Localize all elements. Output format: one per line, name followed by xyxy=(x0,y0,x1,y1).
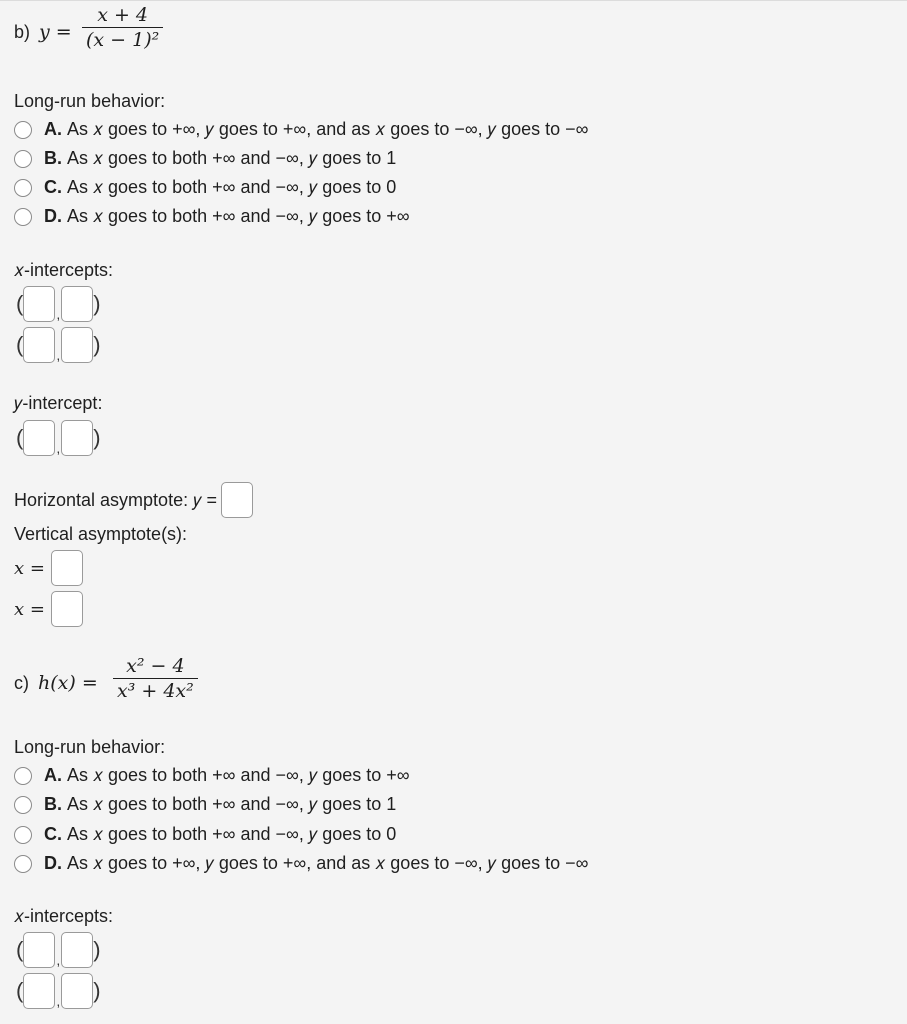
answer-box[interactable] xyxy=(23,420,55,456)
part-c-option-c[interactable]: C. As 𝑥 goes to both +∞ and −∞, 𝑦 goes to 0 xyxy=(14,824,396,845)
radio-button[interactable] xyxy=(14,796,32,814)
part-c-fraction xyxy=(113,654,198,703)
part-b-option-d[interactable]: D. As 𝑥 goes to both +∞ and −∞, 𝑦 goes to +∞ xyxy=(14,206,410,227)
part-b-long-run-title: Long-run behavior: xyxy=(14,91,166,111)
part-b-y-intercept: ( , ) xyxy=(16,420,101,456)
answer-box[interactable] xyxy=(221,482,253,518)
answer-box[interactable] xyxy=(23,327,55,363)
answer-box[interactable] xyxy=(23,932,55,968)
answer-box[interactable] xyxy=(23,973,55,1009)
part-c-option-b[interactable]: B. As 𝑥 goes to both +∞ and −∞, 𝑦 goes to 1 xyxy=(14,794,396,815)
part-b-y-intercept-label: 𝑦-intercept: xyxy=(14,393,103,413)
part-b-label: b) y = xyxy=(14,21,72,43)
part-c-option-a[interactable]: A. As 𝑥 goes to both +∞ and −∞, 𝑦 goes to +∞ xyxy=(14,765,410,786)
answer-box[interactable] xyxy=(61,327,93,363)
part-b-option-b[interactable]: B. As 𝑥 goes to both +∞ and −∞, 𝑦 goes to 1 xyxy=(14,148,396,169)
part-b-option-a[interactable]: A. As 𝑥 goes to +∞, 𝑦 goes to +∞, and as 𝑥 goes to −∞, 𝑦 goes to −∞ xyxy=(14,119,588,140)
top-divider xyxy=(0,0,907,1)
part-c-numerator: x² − 4 xyxy=(126,655,185,677)
answer-box[interactable] xyxy=(61,420,93,456)
answer-box[interactable] xyxy=(51,591,83,627)
part-c-option-d[interactable]: D. As 𝑥 goes to +∞, 𝑦 goes to +∞, and as 𝑥 goes to −∞, 𝑦 goes to −∞ xyxy=(14,853,588,874)
part-b-denominator: (x − 1)² xyxy=(86,29,160,51)
radio-button[interactable] xyxy=(14,208,32,226)
part-b-vertical-asymptotes-label: Vertical asymptote(s): xyxy=(14,524,188,544)
radio-button[interactable] xyxy=(14,855,32,873)
part-c-denominator: x³ + 4x² xyxy=(117,680,194,702)
part-b-x-intercept-2: ( , ) xyxy=(16,327,101,363)
part-c-long-run-title: Long-run behavior: xyxy=(14,737,166,757)
radio-button[interactable] xyxy=(14,150,32,168)
answer-box[interactable] xyxy=(61,932,93,968)
radio-button[interactable] xyxy=(14,121,32,139)
part-b-horizontal-asymptote: Horizontal asymptote: 𝑦 = xyxy=(14,482,253,518)
part-b-numerator: x + 4 xyxy=(97,4,149,26)
part-b-x-intercepts-label: 𝑥-intercepts: xyxy=(14,260,114,280)
part-b-vertical-asymptote-2: 𝑥 = xyxy=(14,591,83,627)
answer-box[interactable] xyxy=(61,973,93,1009)
radio-button[interactable] xyxy=(14,767,32,785)
part-b-option-c[interactable]: C. As 𝑥 goes to both +∞ and −∞, 𝑦 goes to 0 xyxy=(14,177,396,198)
radio-button[interactable] xyxy=(14,179,32,197)
part-c-label: c) h(x) = xyxy=(14,672,98,694)
part-c-x-intercept-2: ( , ) xyxy=(16,973,101,1009)
part-b-vertical-asymptote-1: 𝑥 = xyxy=(14,550,83,586)
answer-box[interactable] xyxy=(23,286,55,322)
part-b-x-intercept-1: ( , ) xyxy=(16,286,101,322)
radio-button[interactable] xyxy=(14,826,32,844)
part-c-x-intercepts-label: 𝑥-intercepts: xyxy=(14,906,114,926)
answer-box[interactable] xyxy=(61,286,93,322)
answer-box[interactable] xyxy=(51,550,83,586)
part-b-fraction xyxy=(82,3,163,52)
part-c-x-intercept-1: ( , ) xyxy=(16,932,101,968)
